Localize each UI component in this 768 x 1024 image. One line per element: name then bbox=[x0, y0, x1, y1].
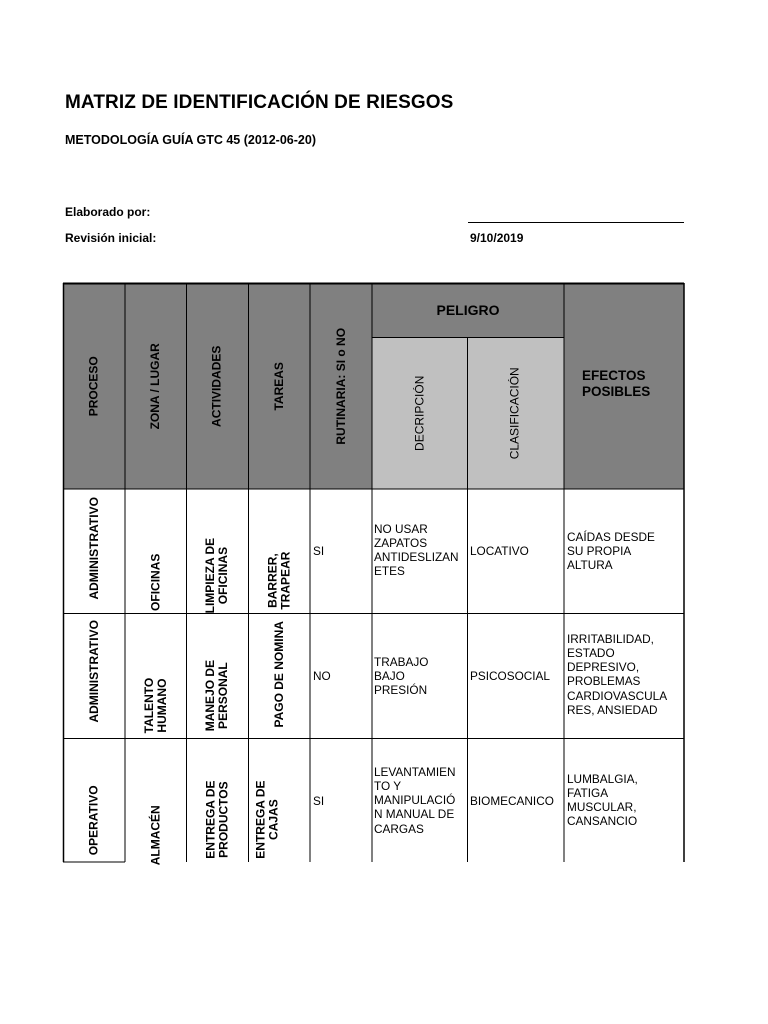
row3-rutinaria: SI bbox=[313, 794, 325, 808]
row1-proceso: ADMINISTRATIVO bbox=[86, 497, 101, 600]
document-subtitle: METODOLOGÍA GUÍA GTC 45 (2012-06-20) bbox=[65, 133, 316, 147]
document-title: MATRIZ DE IDENTIFICACIÓN DE RIESGOS bbox=[65, 92, 454, 113]
row2-zona: TALENTO HUMANO bbox=[141, 677, 169, 734]
header-efectos-posibles: EFECTOS POSIBLES bbox=[582, 368, 651, 400]
elaborado-label: Elaborado por: bbox=[65, 205, 151, 219]
header-peligro: PELIGRO bbox=[436, 302, 500, 318]
row1-tareas: BARRER, TRAPEAR bbox=[265, 551, 292, 611]
row3-clasificacion: BIOMECANICO bbox=[470, 794, 554, 808]
header-tareas: TAREAS bbox=[271, 361, 286, 411]
row2-actividades: MANEJO DE PERSONAL bbox=[203, 659, 230, 732]
header-proceso: PROCESO bbox=[86, 355, 101, 417]
row1-rutinaria: SI bbox=[313, 544, 325, 558]
revision-date: 9/10/2019 bbox=[470, 231, 524, 245]
row3-descripcion: LEVANTAMIEN TO Y MANIPULACIÓ N MANUAL DE CARGAS bbox=[374, 765, 456, 836]
row3-proceso: OPERATIVO bbox=[86, 785, 101, 855]
row1-actividades: LIMPIEZA DE OFICINAS bbox=[203, 538, 230, 614]
row2-proceso: ADMINISTRATIVO bbox=[86, 620, 101, 723]
revision-label: Revisión inicial: bbox=[65, 231, 157, 245]
row2-rutinaria: NO bbox=[313, 669, 331, 683]
row3-efectos: LUMBALGIA, FATIGA MUSCULAR, CANSANCIO bbox=[567, 772, 638, 829]
header-clasificacion: CLASIFICACIÓN bbox=[508, 366, 523, 460]
row2-tareas: PAGO DE NOMINA bbox=[271, 621, 286, 728]
row1-descripcion: NO USAR ZAPATOS ANTIDESLIZAN ETES bbox=[374, 522, 459, 579]
header-descripcion: DECRIPCIÓN bbox=[412, 375, 427, 451]
header-zona-lugar: ZONA / LUGAR bbox=[148, 342, 163, 430]
row1-zona: OFICINAS bbox=[148, 553, 163, 611]
row2-clasificacion: PSICOSOCIAL bbox=[470, 669, 550, 683]
row2-descripcion: TRABAJO BAJO PRESIÓN bbox=[374, 655, 429, 698]
header-actividades: ACTIVIDADES bbox=[209, 345, 224, 427]
row1-clasificacion: LOCATIVO bbox=[470, 544, 529, 558]
row3-actividades: ENTREGA DE PRODUCTOS bbox=[203, 780, 231, 860]
row1-efectos: CAÍDAS DESDE SU PROPIA ALTURA bbox=[567, 530, 655, 573]
row2-efectos: IRRITABILIDAD, ESTADO DEPRESIVO, PROBLEMAS CARDIOVASCULA RES, ANSIEDAD bbox=[567, 632, 668, 717]
row3-zona: ALMACÉN bbox=[148, 805, 163, 865]
row3-tareas: ENTREGA DE CAJAS bbox=[253, 780, 280, 860]
header-rutinaria: RUTINARIA: SI o NO bbox=[333, 327, 348, 445]
